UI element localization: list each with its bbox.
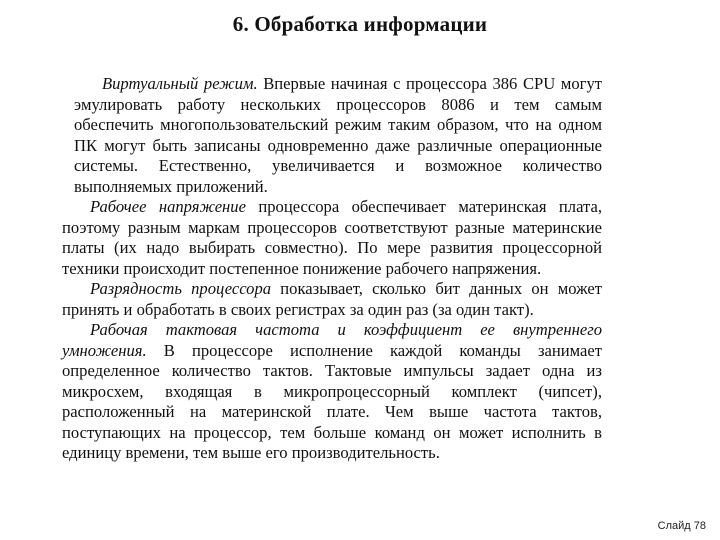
page-title: 6. Обработка информации bbox=[232, 12, 488, 36]
paragraph-clock-frequency bbox=[62, 320, 602, 464]
document-body bbox=[62, 74, 602, 464]
paragraph-processor-bitness bbox=[62, 279, 602, 320]
paragraph-text: показывает, сколько бит данных он может принять и обработать в своих регистрах за один раз (за один такт). bbox=[62, 279, 602, 319]
term-working-voltage: Рабочее напряжение bbox=[90, 197, 246, 216]
paragraph-text: В процессоре исполнение каждой команды занимает определенное количество тактов. Тактовые импульсы задает одна из микросхем, входящая в микропроцессорный комплект (чипсет), расположенный на материнской плате. Чем выше частота тактов, поступающих на процессор, тем больше команд он может исполнить в единицу времени, тем выше его производительность. bbox=[62, 340, 602, 462]
paragraph-text: Впервые начиная с процессора 386 CPU могут эмулировать работу нескольких процессоров 8086 и тем самым обеспечить многопользовательский режим таким образом, что на одном ПК могут быть записаны одновременно даже различные операционные системы. Естественно, увеличивается и возможное количество выполняемых приложений. bbox=[74, 74, 602, 196]
term-processor-bitness: Разрядность процессора bbox=[90, 279, 272, 298]
paragraph-text: процессора обеспечивает материнская плата, поэтому разным маркам процессоров соответствуют разные материнские платы (их надо выбирать совместно). По мере развития процессорной техники происходит постепенное понижение рабочего напряжения. bbox=[62, 197, 602, 278]
slide-number: Слайд 78 bbox=[657, 520, 706, 532]
paragraph-working-voltage bbox=[62, 197, 602, 279]
term-clock-frequency: Рабочая тактовая частота и коэффициент ее внутреннего умножения. bbox=[62, 320, 602, 360]
term-virtual-mode: Виртуальный режим. bbox=[102, 74, 258, 93]
paragraph-virtual-mode bbox=[74, 74, 602, 197]
